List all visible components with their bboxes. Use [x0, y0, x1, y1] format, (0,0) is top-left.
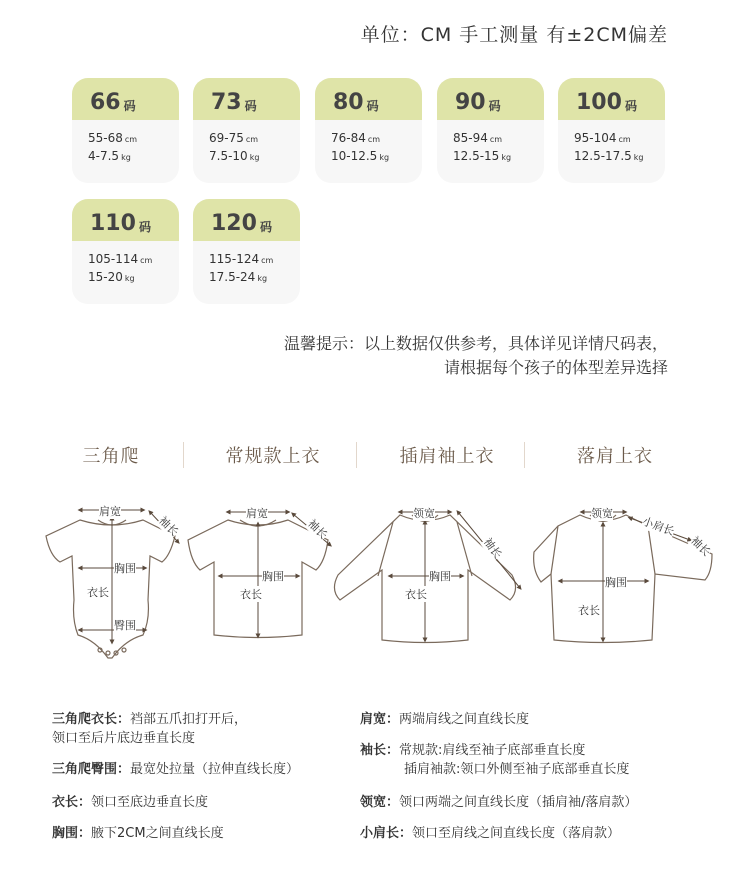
unit-note: 单位：CM 手工测量 有±2CM偏差: [360, 24, 668, 46]
label-shoulder-width: 肩宽: [99, 505, 121, 518]
height-range: 55-68: [88, 131, 123, 145]
height-range: 95-104: [574, 131, 617, 145]
weight-range: 4-7.5: [88, 149, 120, 163]
type-divider: [356, 442, 357, 468]
label-sleeve-length: 袖长: [305, 516, 331, 542]
def-term: 三角爬臀围：: [52, 762, 131, 777]
label-sleeve-length: 袖长: [688, 533, 714, 559]
label-sleeve-length: 袖长: [156, 513, 182, 539]
def-desc: 领口至底边垂直长度: [91, 795, 209, 810]
def-term: 领宽：: [360, 795, 400, 810]
type-romper: 三角爬: [82, 446, 140, 467]
label-chest: 胸围: [262, 570, 284, 583]
label-chest: 胸围: [605, 576, 627, 589]
type-divider: [524, 442, 525, 468]
def-shoulder-width: [360, 710, 529, 729]
weight-range: 17.5-24: [209, 270, 256, 284]
weight-unit: kg: [501, 153, 512, 162]
label-shoulder-width: 肩宽: [246, 507, 268, 520]
size-unit: 码: [259, 220, 272, 234]
height-unit: cm: [489, 135, 503, 144]
size-card-100: [558, 78, 665, 183]
size-card-90: [437, 78, 544, 183]
def-chest: [52, 824, 224, 843]
label-collar-width: 领宽: [591, 507, 613, 520]
tips-line-2: 请根据每个孩子的体型差异选择: [443, 358, 668, 377]
height-unit: cm: [245, 135, 259, 144]
label-length: 衣长: [240, 588, 262, 601]
def-desc: 常规款:肩线至袖子底部垂直长度: [399, 743, 586, 758]
size-unit: 码: [244, 99, 257, 113]
height-unit: cm: [261, 256, 274, 265]
size-card-73: [193, 78, 300, 183]
def-term: 小肩长：: [360, 826, 413, 841]
def-length: [52, 793, 208, 812]
height-unit: cm: [618, 135, 631, 144]
label-small-shoulder: 小肩长: [640, 514, 677, 539]
height-range: 115-124: [209, 252, 260, 266]
weight-range: 15-20: [88, 270, 123, 284]
label-hip: 臀围: [114, 619, 136, 632]
def-desc: 领口至肩线之间直线长度（落肩款）: [412, 826, 621, 841]
romper-diagram: [46, 520, 175, 658]
type-drop-shoulder-top: 落肩上衣: [577, 446, 653, 467]
size-number: 120: [211, 211, 257, 236]
label-length: 衣长: [578, 604, 600, 617]
height-unit: cm: [367, 135, 381, 144]
size-number: 80: [333, 90, 364, 115]
def-sleeve-length: [360, 741, 629, 779]
height-range: 85-94: [453, 131, 488, 145]
weight-unit: kg: [379, 153, 390, 162]
def-term: 三角爬衣长：: [52, 712, 131, 727]
label-chest: 胸围: [114, 562, 136, 575]
height-range: 69-75: [209, 131, 244, 145]
def-romper-hip: [52, 760, 299, 779]
weight-unit: kg: [257, 274, 268, 283]
height-range: 105-114: [88, 252, 139, 266]
type-regular-top: 常规款上衣: [225, 446, 321, 467]
label-length: 衣长: [405, 588, 427, 601]
size-number: 66: [90, 90, 121, 115]
weight-range: 7.5-10: [209, 149, 248, 163]
label-collar-width: 领宽: [413, 507, 435, 520]
def-collar-width: [360, 793, 637, 812]
tips-line-1: 温馨提示：以上数据仅供参考，具体详见详情尺码表，: [283, 334, 668, 353]
size-number: 90: [455, 90, 486, 115]
size-card-110: [72, 199, 179, 304]
type-raglan-top: 插肩袖上衣: [399, 446, 495, 467]
def-desc: 两端肩线之间直线长度: [399, 712, 530, 727]
def-desc: 最宽处拉量（拉伸直线长度）: [130, 762, 300, 777]
size-number: 100: [576, 90, 622, 115]
height-unit: cm: [140, 256, 153, 265]
def-term: 胸围：: [52, 826, 92, 841]
size-unit: 码: [488, 99, 501, 113]
label-length: 衣长: [87, 586, 109, 599]
size-unit: 码: [123, 99, 136, 113]
label-sleeve-length: 袖长: [480, 535, 505, 562]
garment-diagrams: [0, 490, 750, 685]
height-range: 76-84: [331, 131, 366, 145]
def-desc-2: 领口至后片底边垂直长度: [52, 731, 196, 746]
weight-unit: kg: [249, 153, 260, 162]
size-number: 110: [90, 211, 136, 236]
weight-range: 12.5-15: [453, 149, 500, 163]
type-divider: [183, 442, 184, 468]
label-chest: 胸围: [429, 570, 451, 583]
size-card-120: [193, 199, 300, 304]
size-card-66: [72, 78, 179, 183]
def-small-shoulder: [360, 824, 620, 843]
size-card-80: [315, 78, 422, 183]
size-unit: 码: [138, 220, 151, 234]
size-unit: 码: [624, 99, 637, 113]
weight-unit: kg: [633, 153, 644, 162]
warm-tips: [284, 332, 668, 380]
def-desc-2: 插肩袖款:领口外侧至袖子底部垂直长度: [404, 762, 630, 777]
garment-diagrams-svg: [0, 490, 750, 685]
garment-type-row: [40, 442, 710, 472]
size-number: 73: [211, 90, 242, 115]
def-desc: 裆部五爪扣打开后，: [130, 712, 248, 727]
weight-unit: kg: [124, 274, 135, 283]
weight-range: 12.5-17.5: [574, 149, 632, 163]
weight-unit: kg: [121, 153, 131, 162]
def-term: 肩宽：: [360, 712, 400, 727]
def-term: 袖长：: [360, 743, 400, 758]
def-desc: 腋下2CM之间直线长度: [91, 826, 224, 841]
height-unit: cm: [124, 135, 138, 144]
def-term: 衣长：: [52, 795, 92, 810]
def-romper-length: [52, 710, 247, 748]
def-desc: 领口两端之间直线长度（插肩袖/落肩款）: [399, 795, 638, 810]
weight-range: 10-12.5: [331, 149, 378, 163]
size-unit: 码: [366, 99, 379, 113]
